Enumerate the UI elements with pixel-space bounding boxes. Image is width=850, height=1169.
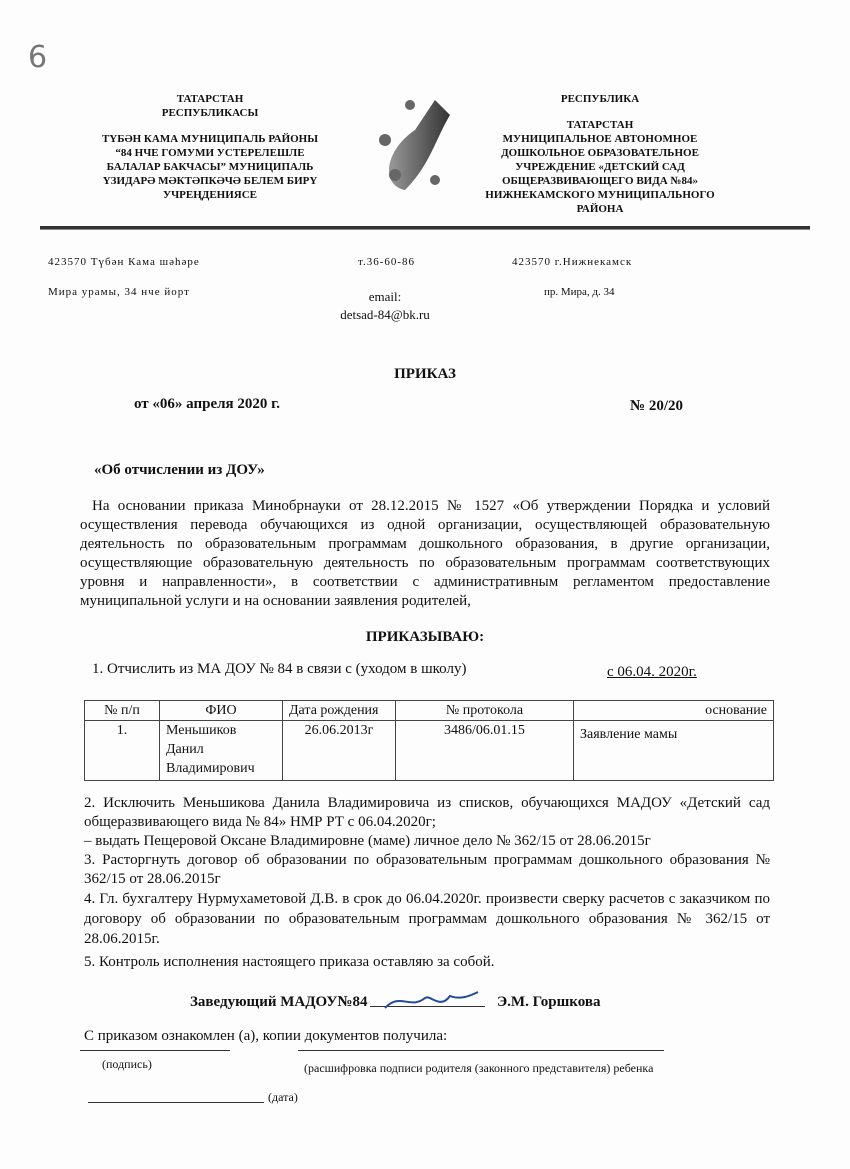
cell: Меньшиков Данил Владимирович [160,721,283,781]
item-2: 2. Исключить Меньшикова Данила Владимировича из списков, обучающихся МАДОУ «Детский сад общеразвивающего вида № 84» НМР РТ с 06.04.2020г; [84,795,770,830]
header-line: “84 НЧЕ ГОМУМИ УСТЕРЕЛЕШЛЕ [115,147,305,159]
order-date: от «06» апреля 2020 г. [134,396,281,412]
handwritten-signature [370,990,485,1014]
item-5: 5. Контроль исполнения настоящего приказа оставляю за собой. [84,954,495,970]
item-3: 3. Расторгнуть договор об образовании по образовательным программам дошкольного образования № 362/15 от 28.06.2015г [84,852,770,887]
header-line: МУНИЦИПАЛЬНОЕ АВТОНОМНОЕ [502,133,698,145]
header-line: БАЛАЛАР БАКЧАСЫ” МУНИЦИПАЛЬ [106,161,314,173]
header-line: ҮЗИДАРӘ МӘКТӘПКӘЧӘ БЕЛЕМ БИРҮ [102,175,318,187]
header-line: ТАТАРСТАН [566,119,634,131]
col-header: Дата рождения [283,701,396,721]
signer-title: Заведующий МАДОУ№84 [190,994,368,1010]
header-line: ТАТАРСТАН [176,93,244,105]
header-line: РЕСПУБЛИКА [560,93,640,105]
header-line [80,120,340,132]
order-subject: «Об отчислении из ДОУ» [94,462,265,478]
name-decode-label: (расшифровка подписи родителя (законного представителя) ребенка [304,1061,654,1075]
cell: 3486/06.01.15 [396,721,574,781]
date-line[interactable] [88,1102,264,1103]
table-row [85,721,774,781]
cell: 26.06.2013г [283,721,396,781]
address-tatar-street: Мира урамы, 34 нче йорт [48,286,190,298]
handwritten-page-mark: 6 [28,40,48,75]
header-line: УЧРЕҢДЕНИЯСЕ [163,189,257,201]
header-line: ДОШКОЛЬНОЕ ОБРАЗОВАТЕЛЬНОЕ [501,147,699,159]
table-header-row [85,701,774,721]
col-header: № п/п [85,701,160,721]
students-table [84,700,774,781]
col-header: основание [574,701,774,721]
header-line: УЧРЕЖДЕНИЕ «ДЕТСКИЙ САД [515,161,685,173]
parent-signature-line[interactable] [80,1050,230,1051]
item-4: 4. Гл. бухгалтеру Нурмухаметовой Д.В. в срок до 06.04.2020г. произвести сверку расчетов с заказчиком по договору об образовании по образовательным программам дошкольного образования № 362/15 от 28.06.2015г. [84,891,770,947]
preamble: На основании приказа Минобрнауки от 28.12.2015 № 1527 «Об утверждении Порядка и условий осуществления перевода обучающихся из одной организации, осуществляющей образовательную деятельность по образовательным программам дошкольного образования, в другие организации, осуществляющие образовательную деятельность по образовательным программам соответствующих уровня и направленности», в соответствии с административным регламентом предоставление муниципальной услуги и на основании заявления родителей, [80,498,770,609]
acknowledgement: С приказом ознакомлен (а), копии документов получила: [84,1028,448,1044]
header-line: ТҮБӘН КАМА МУНИЦИПАЛЬ РАЙОНЫ [101,133,319,145]
order-number: № 20/20 [630,398,683,414]
cell: 1. [85,721,160,781]
col-header: ФИО [160,701,283,721]
signer-name: Э.М. Горшкова [497,994,601,1010]
parent-name-line[interactable] [298,1050,664,1051]
order-items [84,794,770,972]
header-line [470,106,730,118]
item-1-date: с 06.04. 2020г. [607,664,697,680]
cell: Заявление мамы [574,721,774,781]
address-russian-city: 423570 г.Нижнекамск [512,256,633,268]
header-divider [40,226,810,230]
item-2-sub: – выдать Пещеровой Оксане Владимировне (маме) личное дело № 362/15 от 28.06.2015г [84,833,651,849]
col-header: № протокола [396,701,574,721]
address-tatar-city: 423570 Түбән Кама шәһәре [48,256,200,268]
header-line: ОБЩЕРАЗВИВАЮЩЕГО ВИДА №84» [501,175,699,187]
header-left-tatar [80,92,340,202]
header-line: РАЙОНА [576,203,624,215]
email-block [330,288,440,324]
header-right-russian [470,92,730,216]
signature-line [370,990,485,1007]
item-1: 1. Отчислить из МА ДОУ № 84 в связи с (уходом в школу) [92,661,467,677]
email-label: email: [368,289,402,304]
header-line: РЕСПУБЛИКАСЫ [161,107,259,119]
email: detsad-84@bk.ru [340,307,430,322]
date-label: (дата) [268,1090,298,1104]
address-russian-street: пр. Мира, д. 34 [544,286,615,298]
order-word: ПРИКАЗЫВАЮ: [365,629,485,645]
organization-logo [355,95,455,205]
document-title: ПРИКАЗ [394,366,456,382]
phone: т.36-60-86 [358,256,416,268]
header-line: НИЖНЕКАМСКОГО МУНИЦИПАЛЬНОГО [485,189,715,201]
signature-label: (подпись) [102,1057,152,1071]
